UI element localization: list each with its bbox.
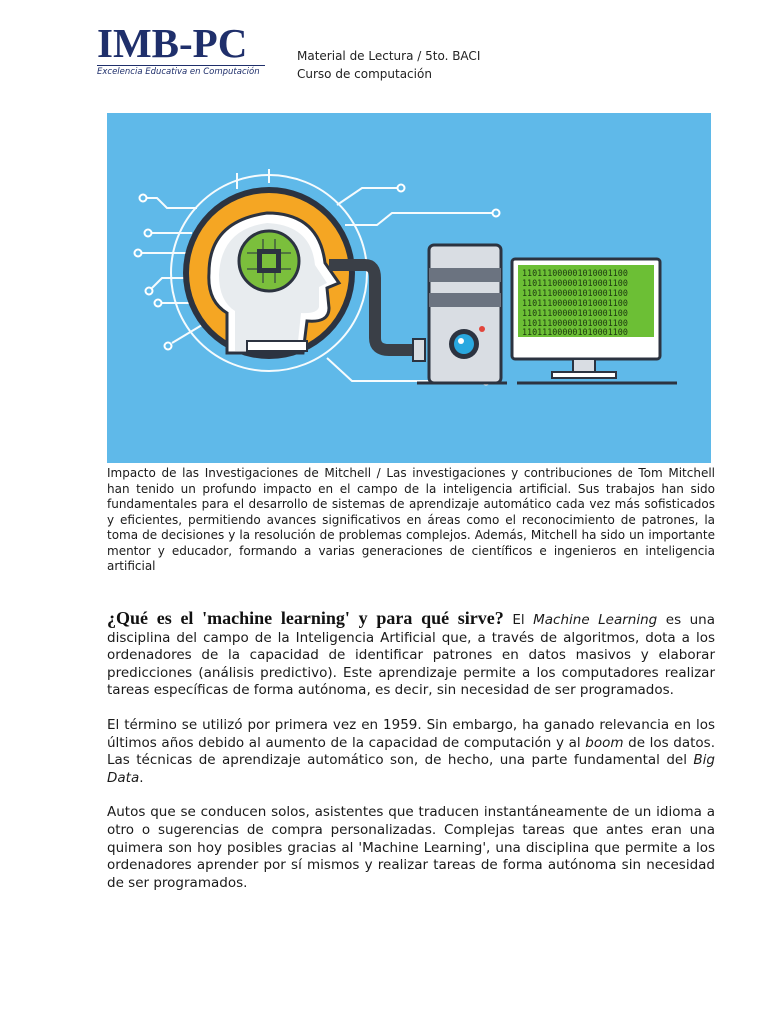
paragraph-1 [107, 610, 715, 700]
paragraph-2 [107, 717, 715, 787]
monitor-code [522, 268, 628, 337]
computer-tower [429, 245, 501, 383]
logo-tagline: Excelencia Educativa en Computación [97, 65, 265, 77]
logo-text: IMB-PC [97, 20, 248, 66]
image-caption: Impacto de las Investigaciones de Mitchell / Las investigaciones y contribuciones de Tom Mitchell han tenido un profundo impacto en el campo de la inteligencia artificial. Sus trabajos han sido fundamentales para el desarrollo de sistemas de aprendizaje automático cada vez más sofisticados y eficientes, permitiendo avances significativos en áreas como el reconocimiento de patrones, la toma de decisiones y la resolución de problemas complejos. Además, Mitchell ha sido un importante mentor y educador, formando a varias generaciones de científicos e ingenieros en inteligencia artificial [107, 466, 715, 573]
document-header-info [297, 47, 480, 83]
emphasis-big-data: Big Data [107, 752, 715, 786]
svg-text:110111000001010001100: 110111000001010001100 [522, 288, 628, 298]
emphasis-machine-learning: Machine Learning [533, 612, 658, 628]
machine-learning-illustration [107, 113, 711, 463]
material-line: Material de Lectura / 5to. BACI [297, 49, 481, 63]
article-heading: ¿Qué es el 'machine learning' y para qué sirve? [107, 608, 504, 628]
svg-text:110111000001010001100: 110111000001010001100 [522, 298, 628, 308]
article-body [107, 610, 715, 909]
svg-text:110111000001010001100: 110111000001010001100 [522, 327, 628, 337]
svg-text:110111000001010001100: 110111000001010001100 [522, 278, 628, 288]
monitor [512, 259, 660, 378]
paragraph-3: Autos que se conducen solos, asistentes que traducen instantáneamente de un idioma a otro o sugerencias de compra personalizadas. Complejas tareas que antes eran una quimera son hoy posibles gracias al 'Machine Learning', una disciplina que permite a los ordenadores aprender por sí mismos y realizar tareas de forma autónoma sin necesidad de ser programados. [107, 804, 715, 891]
svg-text:110111000001010001100: 110111000001010001100 [522, 318, 628, 328]
imb-pc-logo [97, 22, 277, 77]
text-span: El [503, 612, 534, 628]
course-line: Curso de computación [297, 67, 432, 81]
text-span: de los datos. Las técnicas de aprendizaje automático son, de hecho, una parte fundamental del [107, 734, 716, 769]
text-span: es una disciplina del campo de la Inteligencia Artificial que, a través de algoritmos, dota a los ordenadores de la capacidad de identificar patrones en datos masivos y elaborar predicciones (análisis predictivo). Este aprendizaje permite a los computadores realizar tareas específicas de forma autónoma, es decir, sin necesidad de ser programados. [107, 612, 716, 699]
svg-text:110111000001010001100: 110111000001010001100 [522, 308, 628, 318]
emphasis-boom: boom [585, 734, 624, 751]
text-span: . [139, 769, 144, 786]
svg-text:110111000001010001100: 110111000001010001100 [522, 268, 628, 278]
text-span: El término se utilizó por primera vez en 1959. Sin embargo, ha ganado relevancia en los últimos años debido al aumento de la capacidad de computación y al [107, 716, 715, 751]
